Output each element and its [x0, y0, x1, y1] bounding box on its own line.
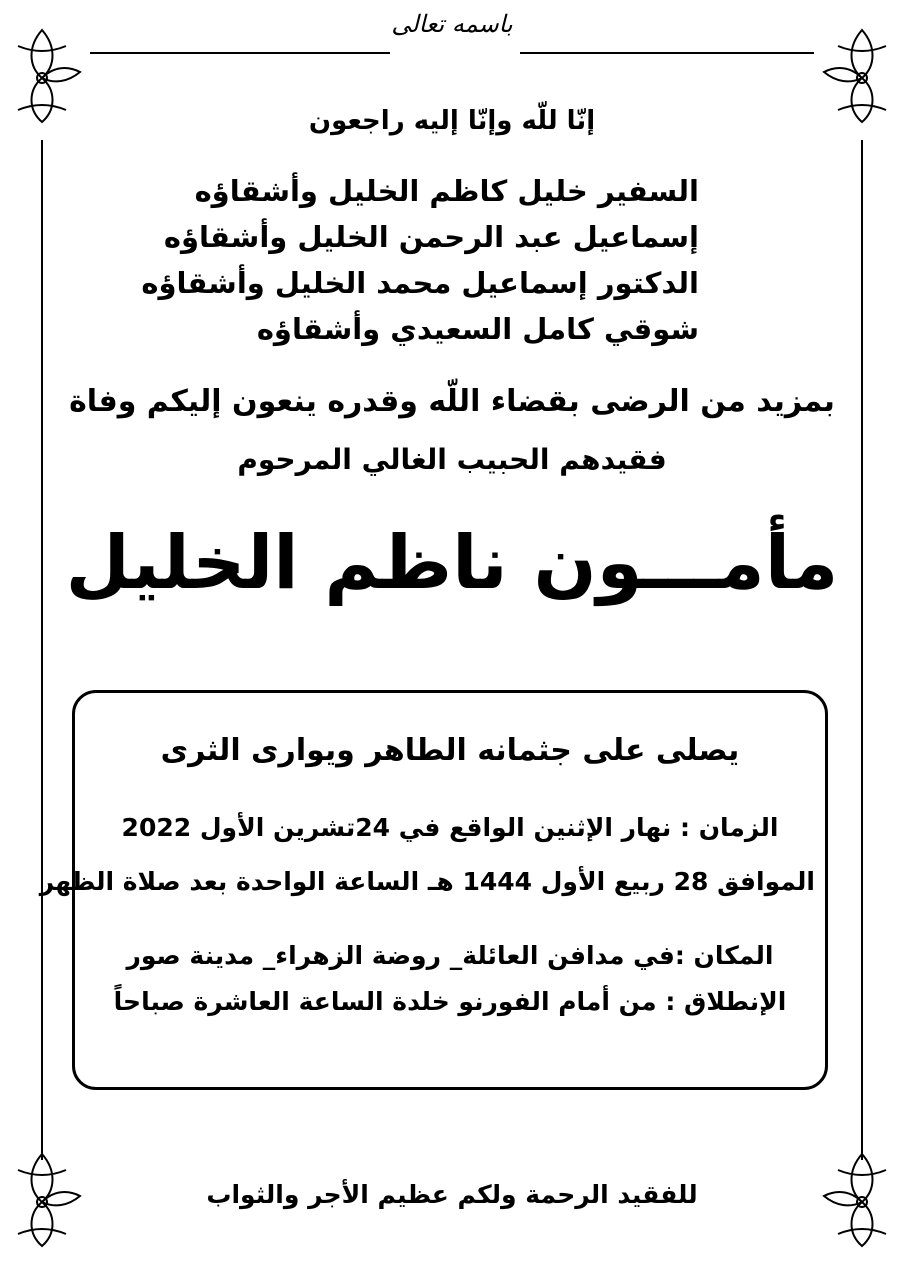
funeral-departure-line: الإنطلاق : من أمام الفورنو خلدة الساعة العاشرة صباحاً	[113, 987, 787, 1016]
announcement-line-1: بمزيد من الرضى بقضاء اللّه وقدره ينعون إليكم وفاة	[69, 384, 835, 419]
deceased-name: مأمـــون ناظم الخليل	[65, 520, 839, 606]
family-line: السفير خليل كاظم الخليل وأشقاؤه	[194, 174, 699, 208]
funeral-info-box	[39, 690, 828, 1090]
frame-right-line	[861, 140, 863, 1160]
family-line: شوقي كامل السعيدي وأشقاؤه	[256, 312, 699, 346]
funeral-place-line: المكان :في مدافن العائلة_ روضة الزهراء_ مدينة صور	[126, 941, 774, 970]
family-line: الدكتور إسماعيل محمد الخليل وأشقاؤه	[141, 266, 699, 300]
frame-top-right-line	[520, 52, 814, 54]
funeral-heading: يصلى على جثمانه الطاهر ويوارى الثرى	[160, 733, 740, 768]
quran-verse: إنّا للّه وإنّا إليه راجعون	[308, 106, 596, 136]
frame-left-line	[41, 140, 43, 1160]
mourning-families	[139, 168, 699, 352]
announcement-line-2: فقيدهم الحبيب الغالي المرحوم	[237, 443, 667, 476]
family-line: إسماعيل عبد الرحمن الخليل وأشقاؤه	[163, 220, 699, 254]
basmala-calligraphy: باسمه تعالى	[391, 10, 513, 38]
funeral-time-line-1: الزمان : نهار الإثنين الواقع في 24تشرين الأول 2022	[121, 813, 779, 842]
closing-prayer: للفقيد الرحمة ولكم عظيم الأجر والثواب	[206, 1180, 698, 1209]
funeral-time-line-2: الموافق 28 ربيع الأول 1444 هـ الساعة الواحدة بعد صلاة الظهر	[39, 867, 815, 896]
frame-top-left-line	[90, 52, 390, 54]
